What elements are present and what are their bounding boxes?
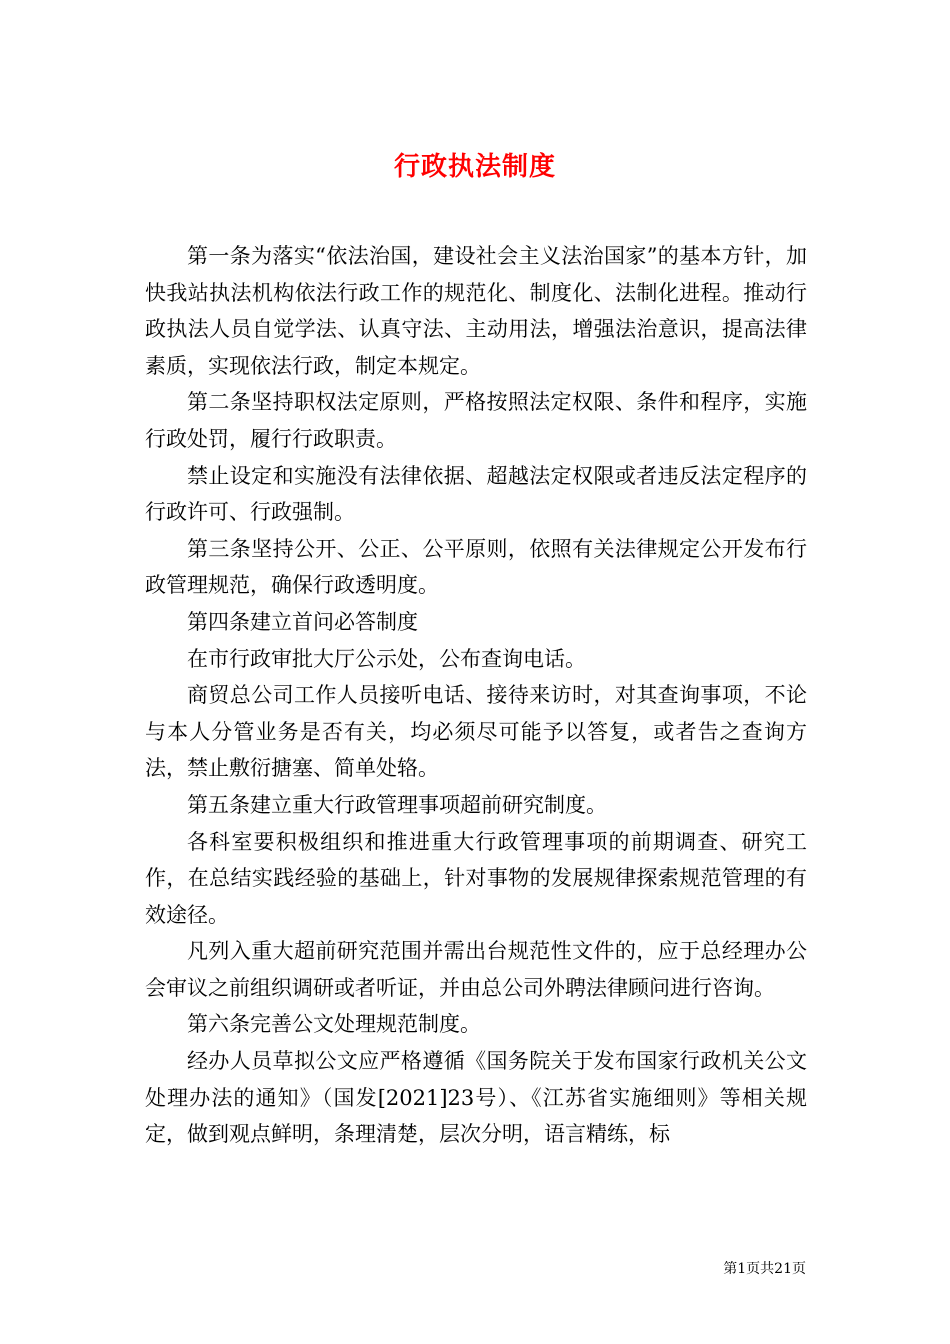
paragraph-article-5: 第五条建立重大行政管理事项超前研究制度。: [187, 792, 607, 817]
paragraph-article-4-hotline: 在市行政审批大厅公示处，公布查询电话。: [187, 646, 586, 671]
paragraph-article-2-prohibition: 禁止设定和实施没有法律依据、超越法定权限或者违反法定程序的行政许可、行政强制。: [145, 463, 807, 525]
document-body: [145, 238, 807, 1153]
paragraph-article-5-hearing: 凡列入重大超前研究范围并需出台规范性文件的，应于总经理办公会审议之前组织调研或者听证，并由总公司外聘法律顾问进行咨询。: [145, 939, 807, 1000]
paragraph-article-4-reply: 商贸总公司工作人员接听电话、接待来访时，对其查询事项，不论与本人分管业务是否有关，均必须尽可能予以答复，或者告之查询方法，禁止敷衍搪塞、简单处辂。: [145, 683, 807, 781]
paragraph-article-6: 第六条完善公文处理规范制度。: [187, 1012, 481, 1037]
document-title: 行政执法制度: [393, 152, 556, 183]
paragraph-article-1: 第一条为落实“依法治国，建设社会主义法治国家”的基本方针，加快我站执法机构依法行政工作的规范化、制度化、法制化进程。推动行政执法人员自觉学法、认真守法、主动用法，增强法治意识，提高法律素质，实现依法行政，制定本规定。: [145, 244, 807, 378]
paragraph-article-5-research: 各科室要积极组织和推进重大行政管理事项的前期调查、研究工作，在总结实践经验的基础上，针对事物的发展规律探索规范管理的有效途径。: [145, 829, 807, 927]
page-number: 第1页共21页: [723, 1261, 806, 1277]
paragraph-article-2: 第二条坚持职权法定原则，严格按照法定权限、条件和程序，实施行政处罚，履行行政职责。: [145, 390, 807, 451]
paragraph-article-3: 第三条坚持公开、公正、公平原则，依照有关法律规定公开发布行政管理规范，确保行政透明度。: [145, 536, 807, 598]
paragraph-article-4: 第四条建立首问必答制度: [187, 609, 418, 634]
paragraph-article-6-drafting: 经办人员草拟公文应严格遵循《国务院关于发布国家行政机关公文处理办法的通知》（国发[2021]23号）、《江苏省实施细则》等相关规定，做到观点鲜明，条理清楚，层次分明，语言精练，标: [145, 1049, 807, 1147]
